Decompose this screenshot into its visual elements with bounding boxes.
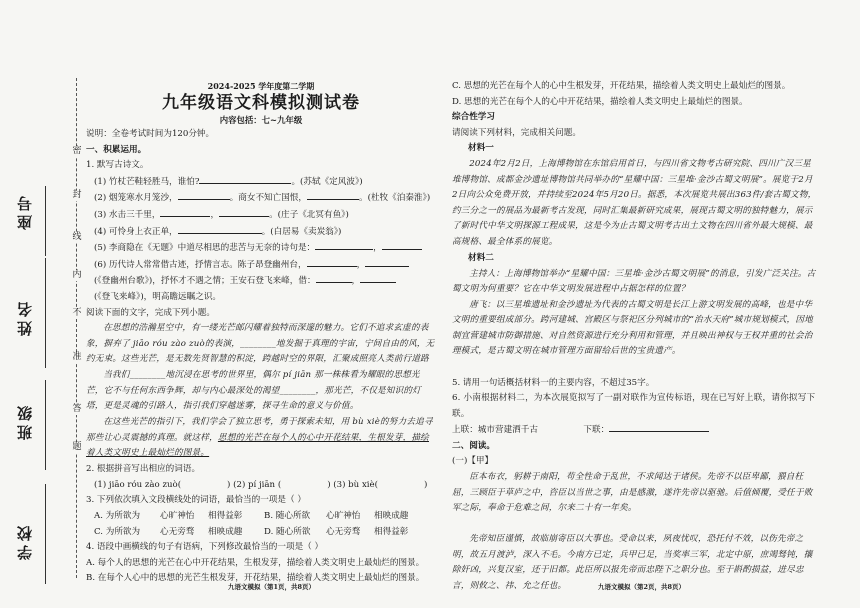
material-2-expert: 唐飞：以三星堆遗址和金沙遗址为代表的古蜀文明是长江上游文明发展的高峰，也是中华文明的重要组成部分。跨河建城、宫殿区与祭祀区分列城市的“治水天府”城市规划模式，因地制宜营建城市防御措施、对自然资源进行充分利用和管理，并且映出神权与王权并重的社会治理模式，是古蜀文明在城市管理方面留给后世的宝贵遗产。 — [452, 299, 813, 357]
material-heading: 材料一 — [468, 143, 494, 154]
seal-word: 线 — [72, 232, 82, 242]
couplet-answer-blank[interactable] — [609, 422, 709, 432]
question-5: 5. 请用一句话概括材料一的主要内容，不超过35字。 — [452, 377, 655, 388]
option-c[interactable]: C. 思想的光芒在每个人的心中生根发芽，开花结果，描绘着人类文明史上最灿烂的图景。 — [452, 81, 791, 91]
section-heading: 二、阅读。 — [452, 440, 495, 451]
option-a[interactable]: A. 每个人的思想的光芒在心中开花结果，生根发芽，描绘着人类文明史上最灿烂的图景。 — [86, 557, 425, 568]
page-footer: 九语文模拟（第1页，共8页） — [228, 583, 316, 591]
page-2-column — [452, 79, 817, 594]
answer-blank[interactable] — [219, 207, 269, 217]
page-footer: 九语文模拟（第2页，共8页） — [598, 583, 686, 591]
answer-blank[interactable] — [365, 257, 409, 267]
recite-item-2: (2) 烟笼寒水月笼沙， 。商女不知亡国恨， 。(杜牧《泊秦淮》) — [86, 190, 436, 207]
option-c[interactable]: C. 为所欲为 — [94, 526, 141, 537]
seal-word: 密 — [72, 146, 82, 156]
answer-blank[interactable] — [360, 273, 396, 283]
school-field[interactable] — [45, 484, 46, 584]
question-2-items: (1) jiāo róu zào zuò( ) (2) pí jiān ( ) (3) bù xiè( ) — [94, 479, 428, 490]
couplet-upper: 上联：城市营建洒千古 — [452, 425, 538, 436]
recite-item-1: (1) 竹杖芒鞋轻胜马，谁怕? 。(苏轼《定风波》) — [86, 174, 436, 191]
material-2-host: 主持人：上海博物馆举办“星耀中国：三星堆·金沙古蜀文明展”的消息，引发广泛关注。古蜀文明为何重要？它在中华文明发展进程中占据怎样的位置？ — [452, 268, 816, 295]
exam-scope: 内容包括：七~九年级 — [219, 115, 303, 125]
exam-title: 九年级语文科模拟测试卷 — [162, 93, 360, 113]
option-d[interactable]: D. 随心所欲 — [264, 526, 311, 537]
question-6: 6. 小南根据材料二，为本次展览拟写了一副对联作为宣传标语，现在已写好上联，请你拟写下联。 — [452, 393, 816, 419]
classical-paragraph: 先帝知臣谨慎，故临崩寄臣以大事也。受命以来，夙夜忧叹，恐托付不效，以伤先帝之明，故五月渡泸，深入不毛。今南方已定，兵甲已足，当奖率三军，北定中原，庶竭驽钝，攘除奸凶，兴复汉室，还于旧都。此臣所以报先帝而忠陛下之职分也。至于斟酌损益，进尽忠言，则攸之、祎、允之任也。 — [452, 533, 813, 591]
option-a[interactable]: A. 为所欲为 — [94, 510, 141, 521]
recite-item-6-end: (《登飞来峰》)，明高瞻远瞩之识。 — [94, 291, 222, 302]
question-3-options-cd: C. 为所欲为 心无旁骛 相映成趣 D. 随心所欲 心无旁骛 相得益彰 — [86, 525, 436, 541]
page-1-column — [86, 80, 436, 587]
seal-word: 不 — [72, 308, 82, 318]
passage-label: (一)【甲】 — [452, 456, 494, 467]
answer-blank[interactable] — [178, 190, 230, 200]
answer-blank[interactable] — [315, 240, 373, 250]
exam-note: 说明：全卷考试时间为120分钟。 — [86, 129, 215, 139]
answer-blank[interactable] — [199, 174, 291, 184]
answer-blank[interactable] — [178, 224, 262, 234]
school-year: 2024-2025 学年度第二学期 — [207, 81, 315, 91]
answer-blank[interactable] — [382, 240, 422, 250]
recite-item-6: (6) 历代诗人常常借古迹，抒情言志。陈子昂登幽州台， ， — [86, 257, 436, 274]
option-b[interactable]: B. 在每个人心中的思想的光芒生根发芽，开花结果，描绘着人类文明史上最灿烂的图景。 — [86, 573, 425, 584]
binding-strip — [0, 0, 90, 608]
student-name-field[interactable] — [45, 258, 46, 368]
recite-item-4: (4) 可怜身上衣正单， 。(白居易《卖炭翁》) — [86, 224, 436, 241]
question-3: 3. 下列依次填入文段横线处的词语，最恰当的一项是（ ） — [86, 495, 306, 506]
underlined-sentence: 思想的光芒在每个人的心中开花结果，生根发芽，描绘着人类文明史上最灿烂的图景。 — [86, 432, 429, 459]
answer-blank[interactable] — [316, 273, 352, 283]
option-d[interactable]: D. 思想的光芒在每个人的心中开花结果，描绘着人类文明史上最灿烂的图景。 — [452, 96, 748, 107]
question-1: 1. 默写古诗文。 — [86, 160, 149, 171]
seat-number-field[interactable] — [45, 186, 46, 256]
school-label: 学校 — [16, 522, 34, 560]
answer-blank[interactable] — [307, 190, 359, 200]
seat-number-label: 座号 — [16, 192, 34, 230]
passage-paragraph: 在这些光芒的指引下，我们学会了独立思考，勇于探索未知，用 bù xiè的努力去追寻那些让心灵震撼的真理。就这样，思想的光芒在每个人的心中开花结果，生根发芽，描绘着人类文明史上最灿烂的图景。 — [86, 417, 433, 459]
answer-blank[interactable] — [160, 207, 210, 217]
section-heading: 一、积累运用。 — [86, 144, 147, 155]
passage-paragraph: 当我们________地沉浸在思考的世界里，偶尔 pí jiān 那一株株看为耀眼的思想光芒，它不与任何东西争辉，却与内心最深处的渴望________，那光芒，不仅是知识的灯塔，更是灵魂的引路人，指引我们穿越迷雾，探寻生命的意义与价值。 — [86, 370, 421, 412]
couplet — [452, 422, 817, 439]
reading-instruction: 阅读下面的文字，完成下列小题。 — [86, 307, 215, 318]
seal-word: 准 — [72, 352, 82, 362]
recite-item-3: (3) 水击三千里， ， 。(庄子《北冥有鱼》) — [86, 207, 436, 224]
recite-item-6-cont: (《登幽州台歌》)，抒怀才不遇之情；王安石登飞来峰，借： ， — [86, 273, 436, 290]
passage-paragraph: 在思想的浩瀚星空中，有一缕光芒邮闪耀着独特而深邃的魅力。它们不追求玄虚的表象，摒弃了 jiāo róu zào zuò的表演，________地发掘于真理的宇宙，宁间自由的风，无约无束。这些光芒，是无数先贤智慧的积淀，跨越时空的界限，汇聚成照亮人类前行道路 — [86, 323, 435, 365]
seal-word: 封 — [72, 190, 82, 200]
seal-word: 题 — [72, 442, 82, 452]
option-b[interactable]: B. 随心所欲 — [264, 510, 311, 521]
answer-blank[interactable] — [307, 257, 357, 267]
class-label: 班级 — [16, 402, 34, 440]
question-4: 4. 语段中画横线的句子有语病，下列修改最恰当的一项是（ ） — [86, 542, 324, 553]
classical-paragraph: 臣本布衣，躬耕于南阳，苟全性命于乱世，不求闻达于诸侯。先帝不以臣卑鄙，猥自枉屈，三顾臣于草庐之中，咨臣以当世之事，由是感激，遂许先帝以驱驰。后值倾覆，受任于败军之际，奉命于危难之间，尔来二十有一年矣。 — [452, 471, 813, 514]
seal-word: 内 — [72, 270, 82, 280]
couplet-lower-label: 下联： — [583, 425, 610, 436]
seal-word: 答 — [72, 404, 82, 414]
material-1-text: 2024年2月2日，上海博物馆在东馆启用首日，与四川省文物考古研究院、四川广汉三星堆博物馆、成都金沙遗址博物馆共同举办的“星耀中国：三星堆·金沙古蜀文明展”。展览于2月2日向公众免费开放，并持续至2024年5月20日。据悉，本次展览共展出363件/套古蜀文物，约三分之一的展品为最新考古发现，同时汇集最新研究成果，展现古蜀文明的独特魅力，展示了新时代中华文明探源工程成果，这是今为止古蜀文明考古出土文物在四川省外最大规模、最高规格、最全体系的展览。 — [452, 158, 817, 247]
section-heading: 综合性学习 — [452, 112, 495, 123]
instruction: 请阅读下列材料，完成相关问题。 — [452, 127, 581, 138]
material-heading: 材料二 — [468, 252, 494, 263]
class-field[interactable] — [45, 380, 46, 470]
question-2: 2. 根据拼音写出相应的词语。 — [86, 464, 201, 475]
question-3-options-ab: A. 为所欲为 心旷神怡 相得益彰 B. 随心所欲 心旷神怡 相映成趣 — [86, 509, 436, 525]
student-name-label: 姓名 — [16, 298, 34, 336]
recite-item-5: (5) 李商隐在《无题》中道尽相思的悲苦与无奈的诗句是： ， — [86, 240, 436, 257]
